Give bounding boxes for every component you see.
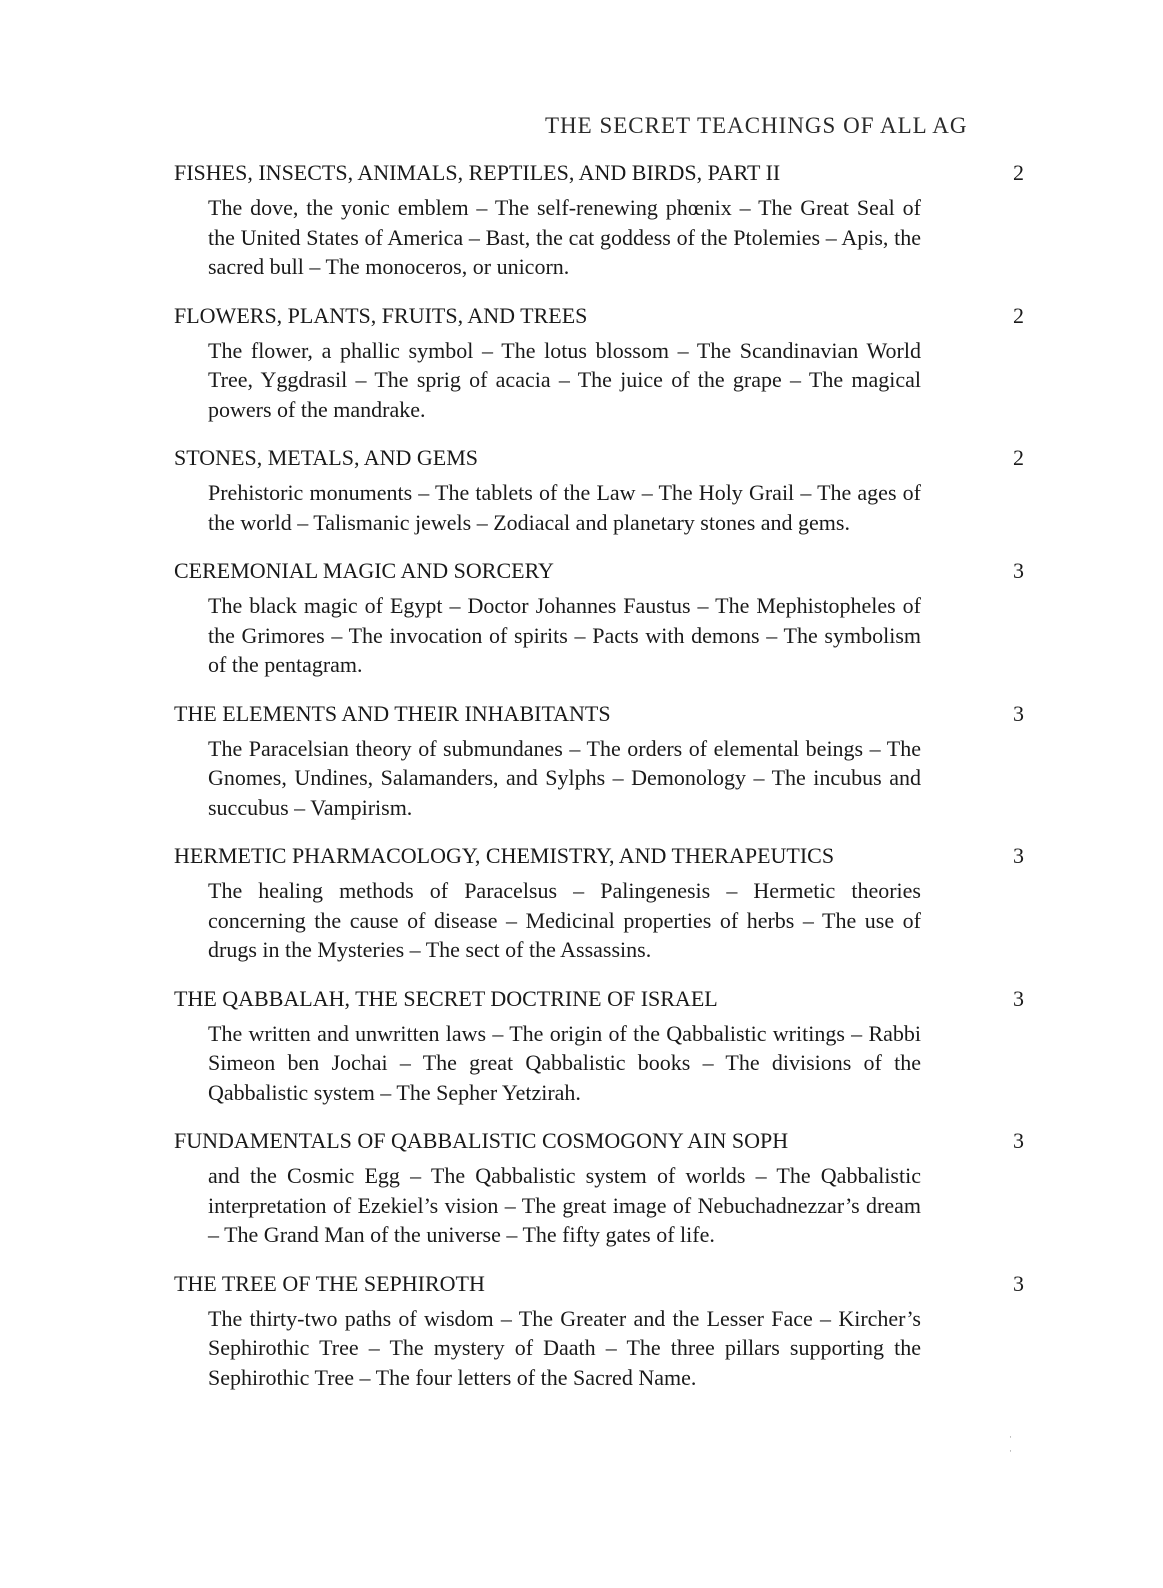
toc-entry-description: and the Cosmic Egg – The Qabbalistic system of worlds – The Qabbalistic interpretation of Ezekiel’s vision – The great image of Nebuchadnezzar’s dream – The Grand Man of the universe – The fifty gates of life. [208, 1163, 921, 1247]
toc-entry [174, 984, 1024, 1108]
toc-entry-description: The healing methods of Paracelsus – Palingenesis – Hermetic theories concerning the cause of disease – Medicinal properties of herbs – The use of drugs in the Mysteries – The sect of the Assassins. [208, 878, 921, 962]
toc-entry-header [174, 158, 1024, 188]
toc-entry [174, 301, 1024, 425]
toc-entry-page: 3 [1013, 700, 1024, 726]
toc-entry-page: 2 [1013, 445, 1024, 470]
toc-entry-page: 3 [1013, 558, 1024, 583]
toc-entry-description: The Paracelsian theory of submundanes – The orders of elemental beings – The Gnomes, Undines, Salamanders, and Sylphs – Demonology – The incubus and succubus – Vampirism. [208, 735, 921, 820]
toc-entry-page: 2 [1013, 160, 1024, 185]
toc-entry-page: 3 [1013, 1128, 1024, 1153]
toc-entry [174, 556, 1024, 680]
toc-entry [174, 1126, 1024, 1250]
toc-entry-header [174, 1126, 1024, 1156]
toc-entry-title: HERMETIC PHARMACOLOGY, CHEMISTRY, AND THERAPEUTICS [174, 843, 835, 868]
toc-entry-title: FISHES, INSECTS, ANIMALS, REPTILES, AND BIRDS, PART II [174, 160, 781, 185]
toc-entry [174, 443, 1024, 537]
toc-entry-header [174, 841, 1024, 871]
toc-entry [174, 841, 1024, 965]
table-of-contents [174, 158, 1024, 1411]
toc-entry-page: 2 [1013, 302, 1024, 328]
toc-entry-title: THE QABBALAH, THE SECRET DOCTRINE OF ISRAEL [174, 985, 718, 1011]
toc-entry-header [174, 443, 1024, 473]
toc-entry-title: THE TREE OF THE SEPHIROTH [174, 1270, 485, 1296]
toc-entry-page: 3 [1013, 985, 1024, 1011]
toc-entry-header [174, 699, 1024, 729]
toc-entry-page: 3 [1013, 1270, 1024, 1296]
toc-entry [174, 699, 1024, 823]
toc-entry-page: 3 [1013, 843, 1024, 868]
toc-entry [174, 1269, 1024, 1393]
toc-entry-header [174, 1269, 1024, 1299]
scan-speck: · [1009, 1432, 1012, 1442]
toc-entry-description: The black magic of Egypt – Doctor Johannes Faustus – The Mephistopheles of the Grimores – The invocation of spirits – Pacts with demons – The symbolism of the pentagram. [208, 593, 921, 677]
toc-entry-title: STONES, METALS, AND GEMS [174, 445, 479, 470]
running-head: THE SECRET TEACHINGS OF ALL AG [545, 113, 968, 138]
scan-speck: · [1009, 1446, 1012, 1456]
toc-entry-description: The flower, a phallic symbol – The lotus blossom – The Scandinavian World Tree, Yggdrasil – The sprig of acacia – The juice of the grape – The magical powers of the mandrake. [208, 337, 921, 422]
toc-entry-description: The written and unwritten laws – The origin of the Qabbalistic writings – Rabbi Simeon ben Jochai – The great Qabbalistic books – The divisions of the Qabbalistic system – The Sepher Yetzirah. [208, 1020, 921, 1105]
toc-entry [174, 158, 1024, 282]
toc-entry-title: THE ELEMENTS AND THEIR INHABITANTS [174, 700, 611, 726]
toc-entry-header [174, 556, 1024, 586]
toc-entry-description: Prehistoric monuments – The tablets of the Law – The Holy Grail – The ages of the world – Talismanic jewels – Zodiacal and planetary stones and gems. [208, 480, 921, 535]
toc-entry-title: FUNDAMENTALS OF QABBALISTIC COSMOGONY AIN SOPH [174, 1128, 789, 1153]
toc-entry-title: CEREMONIAL MAGIC AND SORCERY [174, 558, 554, 583]
toc-entry-title: FLOWERS, PLANTS, FRUITS, AND TREES [174, 302, 588, 328]
toc-entry-header [174, 984, 1024, 1014]
toc-entry-description: The dove, the yonic emblem – The self-renewing phœnix – The Great Seal of the United States of America – Bast, the cat goddess of the Ptolemies – Apis, the sacred bull – The monoceros, or unicorn. [208, 195, 921, 279]
toc-entry-header [174, 301, 1024, 331]
toc-entry-description: The thirty-two paths of wisdom – The Greater and the Lesser Face – Kircher’s Sephirothic Tree – The mystery of Daath – The three pillars supporting the Sephirothic Tree – The four letters of the Sacred Name. [208, 1305, 921, 1390]
